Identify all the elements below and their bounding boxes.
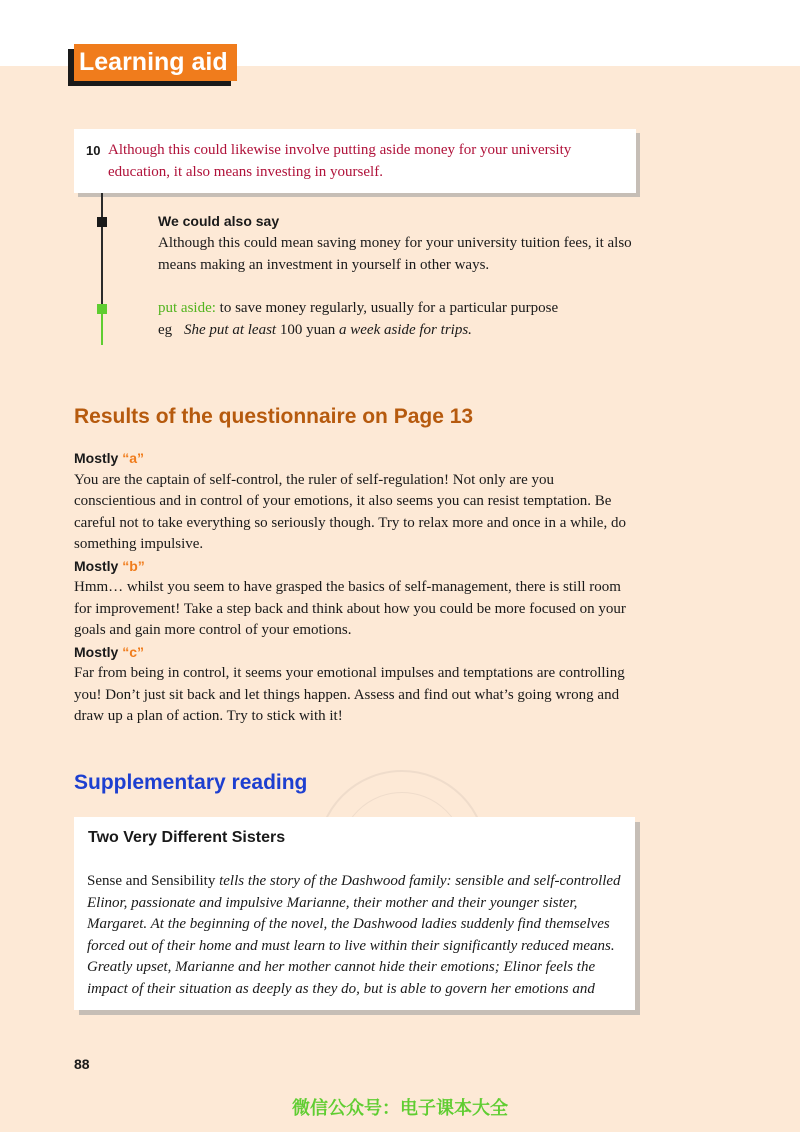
supplementary-heading: Supplementary reading — [74, 771, 308, 794]
note-text: Although this could likewise involve putting aside money for your university education, it also means investing in yourself. — [108, 142, 572, 180]
vocab-example-part1: She put at least — [184, 321, 280, 338]
vocab-definition: to save money regularly, usually for a particular purpose — [215, 300, 559, 316]
option-a: “a” — [122, 450, 145, 466]
vocab-example-part2: 100 yuan — [279, 321, 336, 338]
vocab-term: put aside: — [158, 300, 216, 316]
alternative-text: Although this could mean saving money for your university tuition fees, it also means making an investment in yourself in other ways. — [158, 235, 632, 273]
result-label-a: Mostly “a” — [74, 450, 145, 466]
result-text-c: Far from being in control, it seems your emotional impulses and temptations are controlling you! Don’t just sit back and let things happen. Assess and find out what’s going wrong and draw up a plan of action. Try to stick with it! — [74, 665, 625, 724]
learning-aid-tab: Learning aid — [74, 44, 237, 81]
result-text-a: You are the captain of self-control, the ruler of self-regulation! Not only are you conscientious and in control of your emotions, it also seems you can resist temptation. Be careful not to take everything so seriously though. Try to relax more and once in a while, do something impulsive. — [74, 471, 626, 552]
option-b: “b” — [122, 557, 145, 574]
option-c: “c” — [122, 643, 145, 660]
reading-box — [74, 817, 635, 1010]
vocab-example-part3: a week aside for trips. — [335, 321, 472, 338]
reading-body: tells the story of the Dashwood family: sensible and self-controlled Elinor, passionate and impulsive Marianne, their mother and their younger sister, Margaret. At the beginning of the novel, the Dashwood ladies suddenly find themselves forced out of their home and must learn to live within their significantly reduced means. Greatly upset, Marianne and her mother cannot hide their emotions; Elinor feels the impact of their situation as deeply as they do, but is able to govern her emotions and — [87, 873, 621, 997]
vocab-entry — [158, 298, 638, 341]
results-heading: Results of the questionnaire on Page 13 — [74, 405, 474, 428]
result-text-b: Hmm… whilst you seem to have grasped the basics of self-management, there is still room for improvement! Take a step back and think about how you could be more focused on your goals and gain more control of your emotions. — [74, 579, 626, 638]
book-title: Sense and Sensibility — [87, 873, 216, 889]
note-number: 10 — [86, 143, 101, 158]
reading-text — [87, 871, 627, 1000]
connector-line-green — [101, 310, 103, 345]
green-square-bullet-icon — [97, 304, 107, 314]
result-label-b: Mostly “b” — [74, 557, 145, 574]
result-label-c: Mostly “c” — [74, 643, 145, 660]
note-box — [74, 129, 636, 193]
square-bullet-icon — [97, 217, 107, 227]
eg-label: eg — [158, 321, 173, 338]
page-number: 88 — [74, 1056, 90, 1072]
results-list — [74, 448, 634, 728]
alternative-heading: We could also say — [158, 213, 280, 229]
footer-watermark-text: 微信公众号：电子课本大全 — [292, 1098, 508, 1119]
reading-title: Two Very Different Sisters — [88, 829, 286, 846]
